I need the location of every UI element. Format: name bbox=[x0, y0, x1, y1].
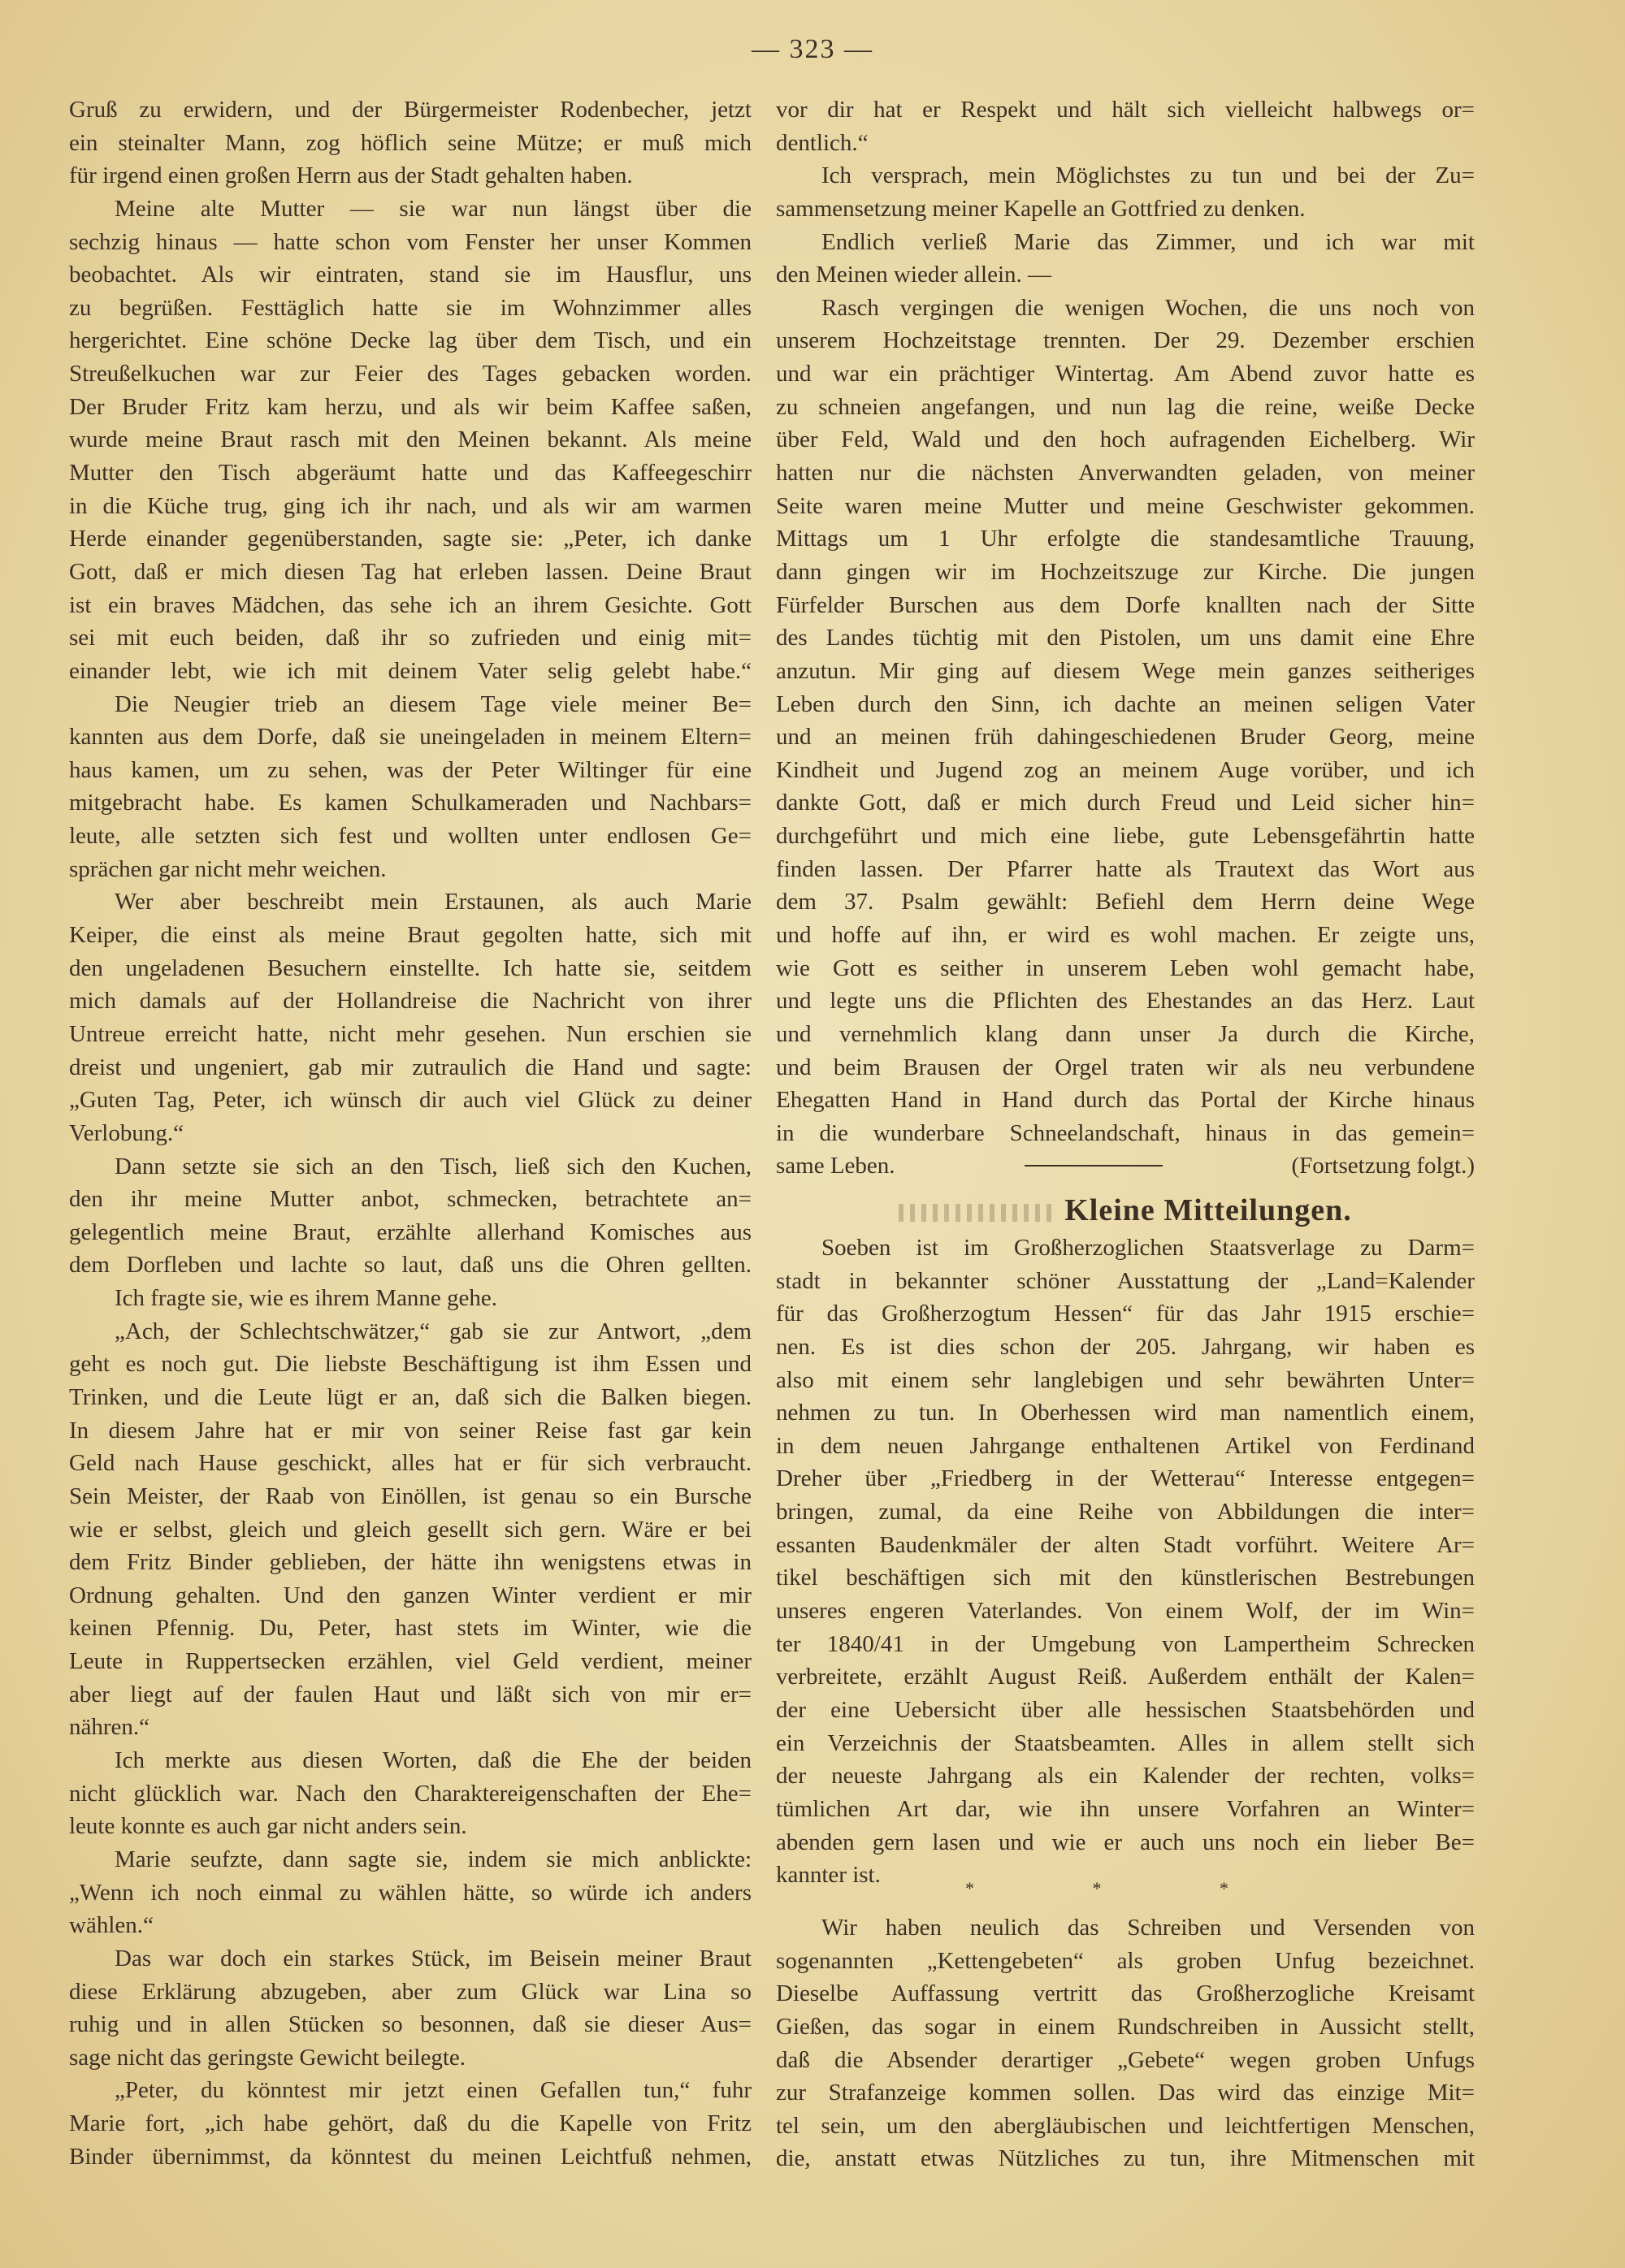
text-line: für irgend einen großen Herrn aus der Stadt gehalten haben. bbox=[69, 162, 633, 189]
text-line: tümlichen Art dar, wie ihn unsere Vorfahren an Winter= bbox=[776, 1795, 1475, 1822]
right-column-story bbox=[776, 93, 1475, 1150]
text-line: Das war doch ein starkes Stück, im Beisein meiner Braut bbox=[115, 1945, 752, 1972]
text-line: nicht glücklich war. Nach den Charaktereigenschaften der Ehe= bbox=[69, 1780, 752, 1807]
text-line: und an meinen früh dahingeschiedenen Bruder Georg, meine bbox=[776, 724, 1475, 751]
text-line: einander lebt, wie ich mit deinem Vater selig gelebt habe.“ bbox=[69, 657, 752, 684]
text-line: Trinken, und die Leute lügt er an, daß sich die Balken biegen. bbox=[69, 1383, 752, 1410]
text-line: Dann setzte sie sich an den Tisch, ließ sich den Kuchen, bbox=[115, 1153, 752, 1179]
text-line: Gott, daß er mich diesen Tag hat erleben lassen. Deine Braut bbox=[69, 558, 752, 585]
text-line: sammensetzung meiner Kapelle an Gottfried zu denken. bbox=[776, 195, 1306, 222]
text-line: „Wenn ich noch einmal zu wählen hätte, so würde ich anders bbox=[69, 1879, 752, 1906]
text-line: gelegentlich meine Braut, erzählte allerhand Komisches aus bbox=[69, 1218, 752, 1245]
text-line: kannten aus dem Dorfe, daß sie uneingeladen in meinem Eltern= bbox=[69, 724, 752, 751]
text-line: nehmen zu tun. In Oberhessen wird man namentlich einem, bbox=[776, 1400, 1475, 1426]
divider-rule bbox=[1025, 1165, 1163, 1166]
text-line: Fürfelder Burschen aus dem Dorfe knallten nach der Sitte bbox=[776, 591, 1475, 618]
text-line: dem Fritz Binder geblieben, der hätte ihn wenigstens etwas in bbox=[69, 1549, 752, 1576]
section-heading bbox=[776, 1192, 1475, 1233]
text-line: Marie fort, „ich habe gehört, daß du die Kapelle von Fritz bbox=[69, 2110, 752, 2137]
text-line: Wer aber beschreibt mein Erstaunen, als auch Marie bbox=[115, 889, 752, 915]
text-line: unseres engeren Vaterlandes. Von einem Wolf, der im Win= bbox=[776, 1598, 1475, 1625]
text-line: mich damals auf der Hollandreise die Nachricht von ihrer bbox=[69, 988, 752, 1015]
text-line: wie er selbst, gleich und gleich gesellt sich gern. Wäre er bei bbox=[69, 1516, 752, 1543]
text-line: und legte uns die Pflichten des Ehestandes an das Herz. Laut bbox=[776, 988, 1475, 1015]
text-line: Leben durch den Sinn, ich dachte an meinen seligen Vater bbox=[776, 690, 1475, 717]
text-line: nen. Es ist dies schon der 205. Jahrgang, wir haben es bbox=[776, 1333, 1475, 1360]
text-line: leute konnte es auch gar nicht anders sein. bbox=[69, 1813, 467, 1840]
text-line: und war ein prächtiger Wintertag. Am Abend zuvor hatte es bbox=[776, 361, 1475, 387]
text-line: wie Gott es seither in unserem Leben wohl gemacht habe, bbox=[776, 954, 1475, 981]
text-line: Streußelkuchen war zur Feier des Tages gebacken worden. bbox=[69, 361, 752, 387]
text-line: dem 37. Psalm gewählt: Befiehl dem Herrn deine Wege bbox=[776, 889, 1475, 915]
news-item-chain-prayers bbox=[776, 1911, 1475, 2175]
text-line: Ich fragte sie, wie es ihrem Manne gehe. bbox=[115, 1285, 498, 1312]
text-line: haus kamen, um zu sehen, was der Peter Wiltinger für eine bbox=[69, 756, 752, 783]
text-line: Ordnung gehalten. Und den ganzen Winter verdient er mir bbox=[69, 1582, 752, 1608]
text-line: ruhig und in allen Stücken so besonnen, daß sie dieser Aus= bbox=[69, 2011, 752, 2038]
text-line: Dieselbe Auffassung vertritt das Großherzogliche Kreisamt bbox=[776, 1980, 1475, 2007]
text-line: über Feld, Wald und den hoch aufragenden Eichelberg. Wir bbox=[776, 426, 1475, 453]
text-line: daß die Absender derartiger „Gebete“ wegen groben Unfugs bbox=[776, 2046, 1475, 2073]
text-line: Marie seufzte, dann sagte sie, indem sie mich anblickte: bbox=[115, 1846, 752, 1872]
text-line: in die Küche trug, ging ich ihr nach, und als wir am warmen bbox=[69, 492, 752, 519]
text-line: dem Dorfleben und lachte so laut, daß uns die Ohren gellten. bbox=[69, 1252, 752, 1279]
text-line: Sein Meister, der Raab von Einöllen, ist genau so ein Bursche bbox=[69, 1482, 752, 1509]
text-line: Ich merkte aus diesen Worten, daß die Ehe der beiden bbox=[115, 1747, 752, 1774]
text-line: sogenannten „Kettengebeten“ als groben Unfug bezeichnet. bbox=[776, 1947, 1475, 1974]
text-line: Meine alte Mutter — sie war nun längst über die bbox=[115, 195, 752, 222]
text-line: Rasch vergingen die wenigen Wochen, die uns noch von bbox=[821, 294, 1475, 321]
text-line: in dem neuen Jahrgange enthaltenen Artikel von Ferdinand bbox=[776, 1432, 1475, 1459]
text-line: also mit einem sehr langlebigen und sehr bewährten Unter= bbox=[776, 1366, 1475, 1393]
text-line: hergerichtet. Eine schöne Decke lag über dem Tisch, und ein bbox=[69, 327, 752, 354]
text-line: hatten nur die nächsten Anverwandten geladen, von meiner bbox=[776, 460, 1475, 487]
text-line: „Guten Tag, Peter, ich wünsch dir auch viel Glück zu deiner bbox=[69, 1087, 752, 1114]
text-line: beobachtet. Als wir eintraten, stand sie im Hausflur, uns bbox=[69, 262, 752, 288]
text-line: der eine Uebersicht über alle hessischen Staatsbehörden und bbox=[776, 1696, 1475, 1723]
text-line: zu begrüßen. Festtäglich hatte sie im Wohnzimmer alles bbox=[69, 294, 752, 321]
text-line: leute, alle setzten sich fest und wollten unter endlosen Ge= bbox=[69, 823, 752, 850]
text-line: anzutun. Mir ging auf diesem Wege mein ganzes seitheriges bbox=[776, 657, 1475, 684]
text-line: Keiper, die einst als meine Braut gegolten hatte, sich mit bbox=[69, 922, 752, 949]
text-line: unserem Hochzeitstage trennten. Der 29. Dezember erschien bbox=[776, 327, 1475, 354]
text-line: „Ach, der Schlechtschwätzer,“ gab sie zur Antwort, „dem bbox=[115, 1318, 752, 1344]
text-line: Mutter den Tisch abgeräumt hatte und das Kaffeegeschirr bbox=[69, 460, 752, 487]
text-line: verbreitete, erzählt August Reiß. Außerdem enthält der Kalen= bbox=[776, 1664, 1475, 1690]
text-line: In diesem Jahre hat er mir von seiner Reise fast gar kein bbox=[69, 1417, 752, 1443]
text-line: für das Großherzogtum Hessen“ für das Jahr 1915 erschie= bbox=[776, 1301, 1475, 1327]
text-line: sechzig hinaus — hatte schon vom Fenster her unser Kommen bbox=[69, 228, 752, 255]
text-line: Geld nach Hause geschickt, alles hat er für sich verbraucht. bbox=[69, 1450, 752, 1477]
text-line: durchgeführt und mich eine liebe, gute Lebensgefährtin hatte bbox=[776, 823, 1475, 850]
text-line: Die Neugier trieb an diesem Tage viele meiner Be= bbox=[115, 690, 752, 717]
text-line: diese Erklärung abzugeben, aber zum Glück war Lina so bbox=[69, 1978, 752, 2005]
story-end bbox=[776, 1149, 1475, 1183]
text-line: Mittags um 1 Uhr erfolgte die standesamtliche Trauung, bbox=[776, 526, 1475, 552]
text-line: und beim Brausen der Orgel traten wir als neu verbundene bbox=[776, 1054, 1475, 1080]
text-line: bringen, zumal, da eine Reihe von Abbildungen die inter= bbox=[776, 1499, 1475, 1526]
text-line: „Peter, du könntest mir jetzt einen Gefallen tun,“ fuhr bbox=[115, 2077, 752, 2104]
text-line: vor dir hat er Respekt und hält sich vielleicht halbwegs or= bbox=[776, 97, 1475, 123]
news-item-calendar bbox=[776, 1231, 1475, 1892]
text-line: dentlich.“ bbox=[776, 129, 869, 156]
text-line: und vernehmlich klang dann unser Ja durch die Kirche, bbox=[776, 1020, 1475, 1047]
text-line: und hoffe auf ihn, er wird es wohl machen. Er zeigte uns, bbox=[776, 922, 1475, 949]
section-heading-text: Kleine Mitteilungen. bbox=[1064, 1193, 1352, 1227]
text-line: essanten Baudenkmäler der alten Stadt vorführt. Weitere Ar= bbox=[776, 1531, 1475, 1558]
text-line: Binder übernimmst, da könntest du meinen Leichtfuß nehmen, bbox=[69, 2143, 752, 2170]
continuation-note: (Fortsetzung folgt.) bbox=[1291, 1153, 1475, 1179]
text-line: dankte Gott, daß er mich durch Freud und Leid sicher hin= bbox=[776, 790, 1475, 816]
text-line: wurde meine Braut rasch mit den Meinen bekannt. Als meine bbox=[69, 426, 752, 453]
text-line: Endlich verließ Marie das Zimmer, und ich war mit bbox=[821, 228, 1475, 255]
text-line: finden lassen. Der Pfarrer hatte als Trautext das Wort aus bbox=[776, 855, 1475, 882]
text-line: dann gingen wir im Hochzeitszuge zur Kirche. Die jungen bbox=[776, 558, 1475, 585]
text-line: abenden gern lasen und wie er auch uns noch ein lieber Be= bbox=[776, 1829, 1475, 1855]
text-line: den Meinen wieder allein. — bbox=[776, 262, 1052, 288]
separator-stars: * * * bbox=[965, 1878, 1285, 1898]
ornament-icon bbox=[899, 1204, 1053, 1222]
text-line: die, anstatt etwas Nützliches zu tun, ihre Mitmenschen mit bbox=[776, 2145, 1475, 2172]
text-line: Verlobung.“ bbox=[69, 1119, 184, 1146]
page-number: — 323 — bbox=[752, 34, 873, 64]
text-line: stadt in bekannter schöner Ausstattung der „Land=Kalender bbox=[776, 1267, 1475, 1294]
text-line: ter 1840/41 in der Umgebung von Lampertheim Schrecken bbox=[776, 1630, 1475, 1657]
text-line: Wir haben neulich das Schreiben und Versenden von bbox=[821, 1915, 1475, 1941]
text-line: Untreue erreicht hatte, nicht mehr gesehen. Nun erschien sie bbox=[69, 1020, 752, 1047]
text-line: der neueste Jahrgang als ein Kalender der rechten, volks= bbox=[776, 1763, 1475, 1790]
text-line: den ihr meine Mutter anbot, schmecken, betrachtete an= bbox=[69, 1186, 752, 1213]
text-line: ein steinalter Mann, zog höflich seine Mütze; er muß mich bbox=[69, 129, 752, 156]
text-line: aber liegt auf der faulen Haut und läßt sich von mir er= bbox=[69, 1681, 752, 1707]
text-line: tel sein, um den abergläubischen und leichtfertigen Menschen, bbox=[776, 2112, 1475, 2139]
text-line: in die wunderbare Schneelandschaft, hinaus in das gemein= bbox=[776, 1119, 1475, 1146]
text-line: sprächen gar nicht mehr weichen. bbox=[69, 855, 387, 882]
text-line: Gruß zu erwidern, und der Bürgermeister Rodenbecher, jetzt bbox=[69, 97, 752, 123]
text-line: Ehegatten Hand in Hand durch das Portal der Kirche hinaus bbox=[776, 1087, 1475, 1114]
text-line: tikel beschäftigen sich mit den künstlerischen Bestrebungen bbox=[776, 1565, 1475, 1591]
text-line: kannter ist. bbox=[776, 1862, 881, 1889]
text-line: Herde einander gegenüberstanden, sagte sie: „Peter, ich danke bbox=[69, 526, 752, 552]
story-last-line: same Leben. bbox=[776, 1153, 895, 1179]
text-line: sage nicht das geringste Gewicht beilegte. bbox=[69, 2044, 466, 2071]
text-line: zur Strafanzeige kommen sollen. Das wird das einzige Mit= bbox=[776, 2080, 1475, 2106]
text-line: Der Bruder Fritz kam herzu, und als wir beim Kaffee saßen, bbox=[69, 393, 752, 420]
text-line: Dreher über „Friedberg in der Wetterau“ Interesse entgegen= bbox=[776, 1465, 1475, 1492]
text-line: Gießen, das sogar in einem Rundschreiben in Aussicht stellt, bbox=[776, 2013, 1475, 2040]
text-line: wählen.“ bbox=[69, 1912, 154, 1939]
text-line: Kindheit und Jugend zog an meinem Auge vorüber, und ich bbox=[776, 756, 1475, 783]
text-line: nähren.“ bbox=[69, 1714, 150, 1741]
left-column bbox=[69, 93, 752, 2173]
text-line: Soeben ist im Großherzoglichen Staatsverlage zu Darm= bbox=[821, 1235, 1475, 1261]
text-line: ein Verzeichnis der Staatsbeamten. Alles in allem stellt sich bbox=[776, 1729, 1475, 1756]
text-line: Leute in Ruppertsecken erzählen, viel Geld verdient, meiner bbox=[69, 1648, 752, 1675]
text-line: zu schneien angefangen, und nun lag die reine, weiße Decke bbox=[776, 393, 1475, 420]
text-line: sei mit euch beiden, daß ihr so zufrieden und einig mit= bbox=[69, 625, 752, 651]
text-line: dreist und ungeniert, gab mir zutraulich die Hand und sagte: bbox=[69, 1054, 752, 1080]
text-line: ist ein braves Mädchen, das sehe ich an ihrem Gesichte. Gott bbox=[69, 591, 752, 618]
text-line: des Landes tüchtig mit den Pistolen, um uns damit eine Ehre bbox=[776, 625, 1475, 651]
story-end-line bbox=[776, 1149, 1475, 1183]
text-line: mitgebracht habe. Es kamen Schulkameraden und Nachbars= bbox=[69, 790, 752, 816]
text-line: den ungeladenen Besuchern einstellte. Ich hatte sie, seitdem bbox=[69, 954, 752, 981]
text-line: keinen Pfennig. Du, Peter, hast stets im Winter, wie die bbox=[69, 1615, 752, 1642]
text-line: geht es noch gut. Die liebste Beschäftigung ist ihm Essen und bbox=[69, 1351, 752, 1378]
text-line: Seite waren meine Mutter und meine Geschwister gekommen. bbox=[776, 492, 1475, 519]
text-line: Ich versprach, mein Möglichstes zu tun und bei der Zu= bbox=[821, 162, 1475, 189]
